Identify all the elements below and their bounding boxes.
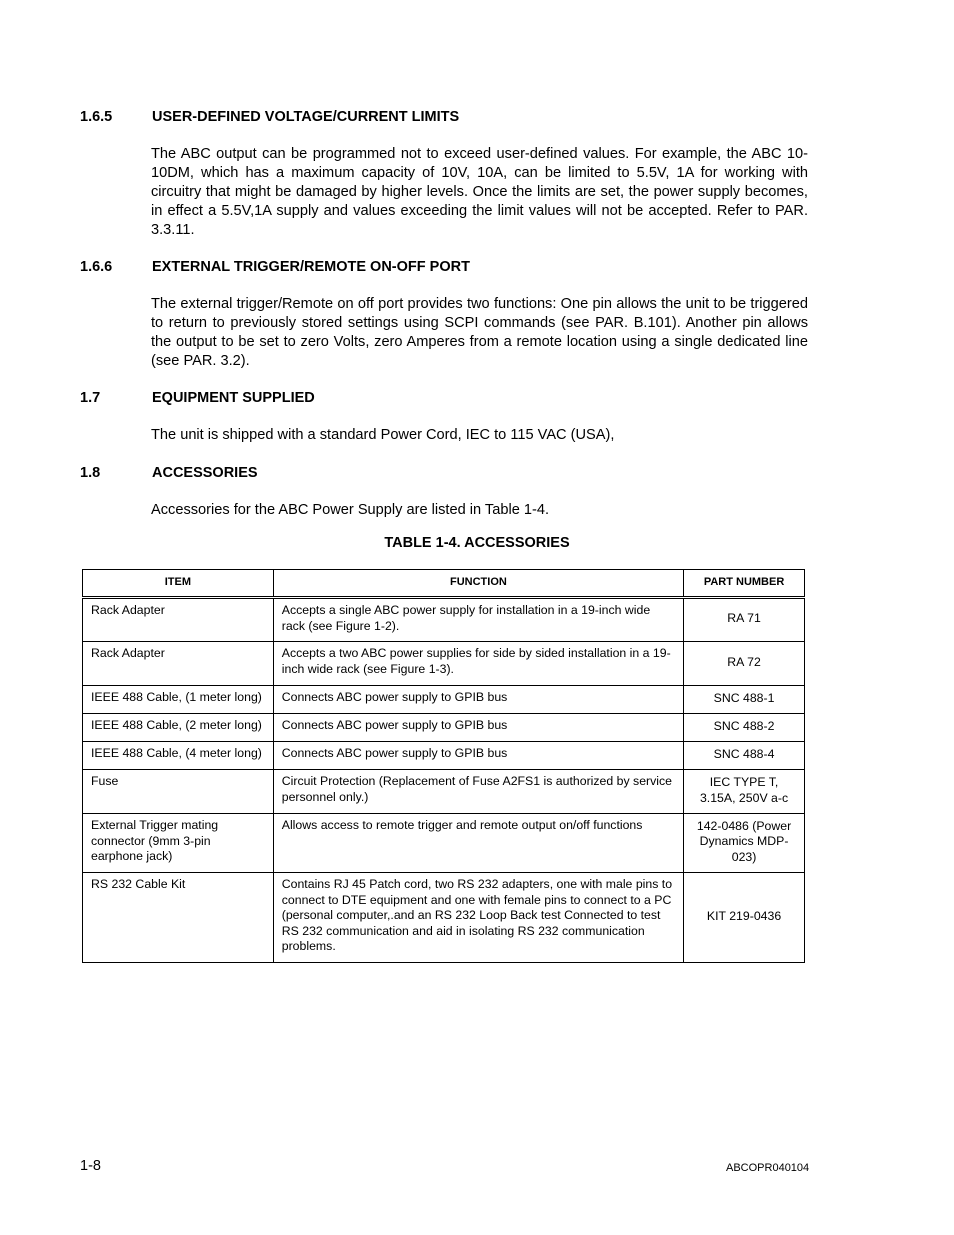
- function-cell: Accepts a two ABC power supplies for side by sided installation in a 19-inch wide rack (see Figure 1-3).: [273, 642, 683, 686]
- section-number: 1.6.6: [80, 259, 113, 275]
- item-cell: External Trigger mating connector (9mm 3-pin earphone jack): [83, 814, 274, 873]
- part-number-cell: SNC 488-1: [684, 686, 805, 714]
- part-number-cell: RA 71: [684, 598, 805, 642]
- item-cell: IEEE 488 Cable, (4 meter long): [83, 742, 274, 770]
- section-heading-1-8: [80, 464, 258, 482]
- item-cell: Fuse: [83, 770, 274, 814]
- section-title: ACCESSORIES: [152, 465, 258, 481]
- section-title: EQUIPMENT SUPPLIED: [152, 390, 315, 406]
- table-row: [83, 598, 805, 642]
- table-row: [83, 742, 805, 770]
- table-row: [83, 770, 805, 814]
- function-cell: Allows access to remote trigger and remote output on/off functions: [273, 814, 683, 873]
- page-number: 1-8: [80, 1158, 101, 1174]
- item-cell: Rack Adapter: [83, 598, 274, 642]
- part-number-cell: RA 72: [684, 642, 805, 686]
- table-row: [83, 873, 805, 963]
- section-body: The ABC output can be programmed not to exceed user-defined values. For example, the ABC 10-10DM, which has a maximum capacity of 10V, 10A, can be limited to 5.5V, 1A for working with circuitry that might be damaged by higher levels. Once the limits are set, the power supply becomes, in effect a 5.5V,1A supply and values exceeding the limit values will not be accepted. Refer to PAR. 3.3.11.: [151, 146, 808, 238]
- section-title: USER-DEFINED VOLTAGE/CURRENT LIMITS: [152, 109, 460, 125]
- item-cell: IEEE 488 Cable, (1 meter long): [83, 686, 274, 714]
- table-row: [83, 686, 805, 714]
- item-cell: RS 232 Cable Kit: [83, 873, 274, 963]
- function-cell: Accepts a single ABC power supply for installation in a 19-inch wide rack (see Figure 1-2).: [273, 598, 683, 642]
- item-cell: Rack Adapter: [83, 642, 274, 686]
- function-cell: Connects ABC power supply to GPIB bus: [273, 714, 683, 742]
- item-cell: IEEE 488 Cable, (2 meter long): [83, 714, 274, 742]
- section-body: The unit is shipped with a standard Power Cord, IEC to 115 VAC (USA),: [151, 427, 615, 443]
- section-title: EXTERNAL TRIGGER/REMOTE ON-OFF PORT: [152, 259, 470, 275]
- section-body: Accessories for the ABC Power Supply are listed in Table 1-4.: [151, 502, 550, 518]
- section-number: 1.7: [80, 390, 101, 406]
- table-header-row: [83, 570, 805, 598]
- column-header-function: FUNCTION: [273, 570, 683, 598]
- column-header-part-number: PART NUMBER: [684, 570, 805, 598]
- section-heading-1-6-6: [80, 258, 470, 276]
- part-number-cell: KIT 219-0436: [684, 873, 805, 963]
- table-row: [83, 714, 805, 742]
- function-cell: Connects ABC power supply to GPIB bus: [273, 742, 683, 770]
- section-number: 1.6.5: [80, 109, 113, 125]
- function-cell: Circuit Protection (Replacement of Fuse A2FS1 is authorized by service personnel only.): [273, 770, 683, 814]
- part-number-cell: IEC TYPE T, 3.15A, 250V a-c: [684, 770, 805, 814]
- column-header-item: ITEM: [83, 570, 274, 598]
- function-cell: Contains RJ 45 Patch cord, two RS 232 adapters, one with male pins to connect to DTE equipment and one with female pins to connect to a PC (personal computer,.and an RS 232 Loop Back test Connected to test RS 232 communication and aid in isolating RS 232 communication problems.: [273, 873, 683, 963]
- section-heading-1-7: [80, 389, 315, 407]
- part-number-cell: 142-0486 (Power Dynamics MDP-023): [684, 814, 805, 873]
- section-number: 1.8: [80, 465, 101, 481]
- document-id: ABCOPR040104: [726, 1162, 810, 1174]
- table-row: [83, 642, 805, 686]
- table-title: TABLE 1-4. ACCESSORIES: [384, 535, 570, 551]
- section-heading-1-6-5: [80, 108, 459, 126]
- part-number-cell: SNC 488-4: [684, 742, 805, 770]
- part-number-cell: SNC 488-2: [684, 714, 805, 742]
- section-body: The external trigger/Remote on off port provides two functions: One pin allows the unit to be triggered to return to previously stored settings using SCPI commands (see PAR. B.101). Another pin allows the output to be set to zero Volts, zero Amperes from a remote location using a single dedicated line (see PAR. 3.2).: [151, 296, 808, 369]
- accessories-table: [82, 569, 805, 963]
- function-cell: Connects ABC power supply to GPIB bus: [273, 686, 683, 714]
- table-row: [83, 814, 805, 873]
